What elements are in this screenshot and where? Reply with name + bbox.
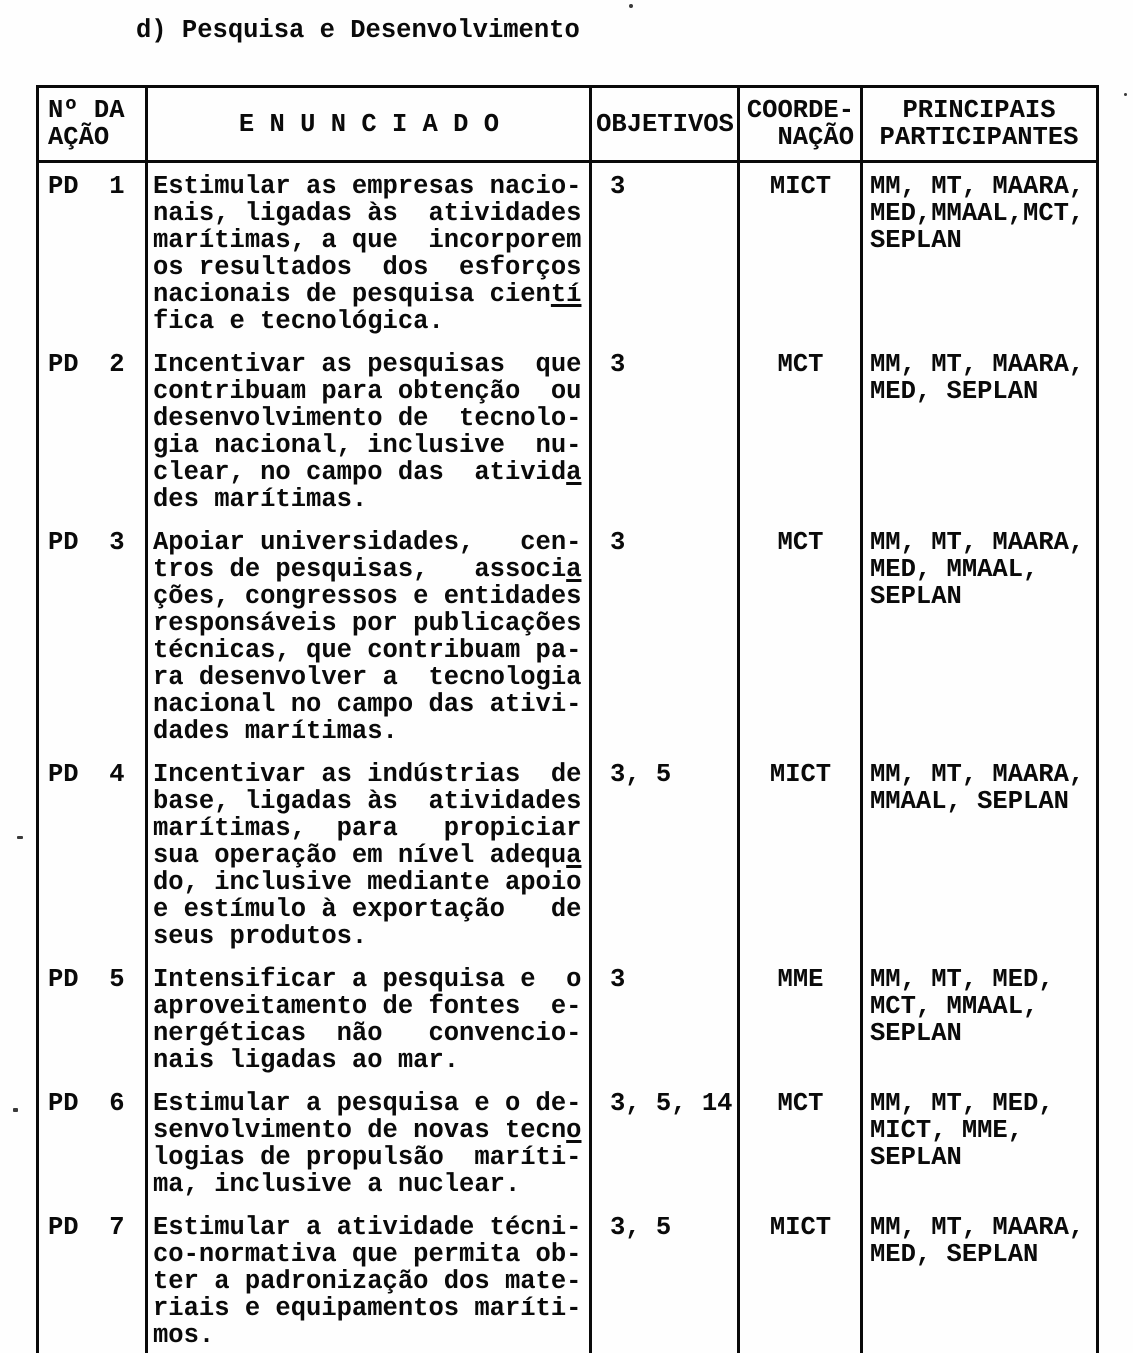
enunciado-line: tros de pesquisas, associa: [153, 555, 582, 584]
action-id-cell: PD 7: [48, 1213, 125, 1242]
participantes-line: SEPLAN: [870, 1143, 962, 1172]
participantes-line: MED,MMAAL,MCT,: [870, 199, 1085, 228]
enunciado-line: responsáveis por publicações: [153, 609, 582, 638]
enunciado-line: co-normativa que permita ob-: [153, 1240, 582, 1269]
enunciado-line: ma, inclusive a nuclear.: [153, 1170, 521, 1199]
enunciado-cell: [147, 966, 591, 1090]
participantes-line: MED, SEPLAN: [870, 377, 1039, 406]
objetivos-cell: 3, 5, 14: [610, 1089, 733, 1118]
action-id-cell: PD 3: [48, 528, 125, 557]
coordenacao-cell: MCT: [777, 528, 824, 557]
enunciado-line: fica e tecnológica.: [153, 307, 444, 336]
table-body: [39, 163, 1096, 1353]
enunciado-cell: [147, 761, 591, 966]
enunciado-line: Estimular a atividade técni-: [153, 1213, 582, 1242]
column-divider: [145, 88, 148, 1353]
enunciado-line: nacional no campo das ativi-: [153, 690, 582, 719]
header-enunciado-label: E N U N C I A D O: [238, 109, 500, 139]
enunciado-line: Apoiar universidades, cen-: [153, 528, 582, 557]
action-id-cell: PD 4: [48, 760, 125, 789]
participantes-line: MM, MT, MAARA,: [870, 528, 1085, 557]
participantes-cell: [862, 1214, 1096, 1353]
action-id-cell: PD 5: [48, 965, 125, 994]
participantes-line: MICT, MME,: [870, 1116, 1024, 1145]
header-acao: [39, 88, 147, 160]
coordenacao-cell: MICT: [769, 1213, 832, 1242]
action-id-cell: PD 6: [48, 1089, 125, 1118]
enunciado-line: ra desenvolver a tecnologia: [153, 663, 582, 692]
enunciado-line: técnicas, que contribuam pa-: [153, 636, 582, 665]
participantes-line: MMAAL, SEPLAN: [870, 787, 1069, 816]
scan-speck: [1124, 93, 1127, 96]
enunciado-line: sua operação em nível adequa: [153, 841, 582, 870]
enunciado-cell: [147, 351, 591, 529]
scan-speck: [629, 4, 633, 8]
participantes-cell: [862, 966, 1096, 1090]
enunciado-line: mos.: [153, 1321, 215, 1350]
enunciado-line: clear, no campo das ativida: [153, 458, 582, 487]
enunciado-cell: [147, 1090, 591, 1214]
coordenacao-cell: MCT: [777, 1089, 824, 1118]
enunciado-line: ções, congressos e entidades: [153, 582, 582, 611]
participantes-line: MCT, MMAAL,: [870, 992, 1039, 1021]
coordenacao-cell: MICT: [769, 760, 832, 789]
enunciado-line: do, inclusive mediante apoio: [153, 868, 582, 897]
coordenacao-cell: MME: [777, 965, 824, 994]
actions-table: [36, 85, 1099, 1353]
enunciado-line: nacionais de pesquisa cientí: [153, 280, 582, 309]
header-coordenacao-line2: NAÇÃO: [777, 123, 854, 152]
enunciado-line: contribuam para obtenção ou: [153, 377, 582, 406]
objetivos-cell: 3: [610, 528, 626, 557]
scan-speck: [17, 836, 23, 839]
enunciado-line: nais, ligadas às atividades: [153, 199, 582, 228]
column-divider: [737, 88, 740, 1353]
enunciado-line: base, ligadas às atividades: [153, 787, 582, 816]
enunciado-line: marítimas, a que incorporem: [153, 226, 582, 255]
enunciado-line: aproveitamento de fontes e-: [153, 992, 582, 1021]
participantes-line: MED, MMAAL,: [870, 555, 1039, 584]
participantes-cell: [862, 529, 1096, 761]
participantes-line: MM, MT, MAARA,: [870, 1213, 1085, 1242]
enunciado-line: nergéticas não convencio-: [153, 1019, 582, 1048]
enunciado-line: desenvolvimento de tecnolo-: [153, 404, 582, 433]
enunciado-line: Estimular a pesquisa e o de-: [153, 1089, 582, 1118]
enunciado-line: nais ligadas ao mar.: [153, 1046, 460, 1075]
header-participantes-line1: PRINCIPAIS: [902, 96, 1056, 125]
enunciado-line: seus produtos.: [153, 922, 368, 951]
enunciado-line: logias de propulsão maríti-: [153, 1143, 582, 1172]
enunciado-line: Incentivar as indústrias de: [153, 760, 582, 789]
enunciado-line: des marítimas.: [153, 485, 368, 514]
header-acao-line1: Nº DA: [48, 96, 125, 125]
enunciado-line: ter a padronização dos mate-: [153, 1267, 582, 1296]
enunciado-line: e estímulo à exportação de: [153, 895, 582, 924]
enunciado-line: Incentivar as pesquisas que: [153, 350, 582, 379]
enunciado-line: os resultados dos esforços: [153, 253, 582, 282]
scan-speck: [13, 1108, 18, 1112]
participantes-line: MM, MT, MAARA,: [870, 172, 1085, 201]
coordenacao-cell: MCT: [777, 350, 824, 379]
section-title: d) Pesquisa e Desenvolvimento: [136, 16, 580, 45]
participantes-line: SEPLAN: [870, 582, 962, 611]
column-divider: [860, 88, 863, 1353]
participantes-line: SEPLAN: [870, 226, 962, 255]
participantes-line: MM, MT, MED,: [870, 965, 1054, 994]
header-enunciado: [147, 88, 591, 160]
enunciado-line: marítimas, para propiciar: [153, 814, 582, 843]
header-coordenacao: [739, 88, 862, 160]
coordenacao-cell: MICT: [769, 172, 832, 201]
participantes-cell: [862, 163, 1096, 351]
enunciado-cell: [147, 163, 591, 351]
participantes-cell: [862, 351, 1096, 529]
participantes-line: MM, MT, MED,: [870, 1089, 1054, 1118]
participantes-cell: [862, 761, 1096, 966]
participantes-line: MM, MT, MAARA,: [870, 350, 1085, 379]
objetivos-cell: 3: [610, 965, 626, 994]
enunciado-line: Intensificar a pesquisa e o: [153, 965, 582, 994]
header-coordenacao-line1: COORDE-: [746, 96, 854, 125]
participantes-line: MM, MT, MAARA,: [870, 760, 1085, 789]
header-participantes: [862, 88, 1096, 160]
objetivos-cell: 3, 5: [610, 760, 672, 789]
enunciado-line: gia nacional, inclusive nu-: [153, 431, 582, 460]
action-id-cell: PD 1: [48, 172, 125, 201]
participantes-line: SEPLAN: [870, 1019, 962, 1048]
enunciado-cell: [147, 1214, 591, 1353]
enunciado-line: senvolvimento de novas tecno: [153, 1116, 582, 1145]
enunciado-line: dades marítimas.: [153, 717, 398, 746]
objetivos-cell: 3, 5: [610, 1213, 672, 1242]
enunciado-line: Estimular as empresas nacio-: [153, 172, 582, 201]
participantes-cell: [862, 1090, 1096, 1214]
header-objetivos-label: OBJETIVOS: [596, 109, 734, 139]
objetivos-cell: 3: [610, 350, 626, 379]
participantes-line: MED, SEPLAN: [870, 1240, 1039, 1269]
column-divider: [589, 88, 592, 1353]
table-header-row: [39, 88, 1096, 163]
header-objetivos: [591, 88, 739, 160]
header-acao-line2: AÇÃO: [48, 123, 110, 152]
enunciado-line: riais e equipamentos maríti-: [153, 1294, 582, 1323]
action-id-cell: PD 2: [48, 350, 125, 379]
enunciado-cell: [147, 529, 591, 761]
header-participantes-line2: PARTICIPANTES: [879, 123, 1079, 152]
objetivos-cell: 3: [610, 172, 626, 201]
